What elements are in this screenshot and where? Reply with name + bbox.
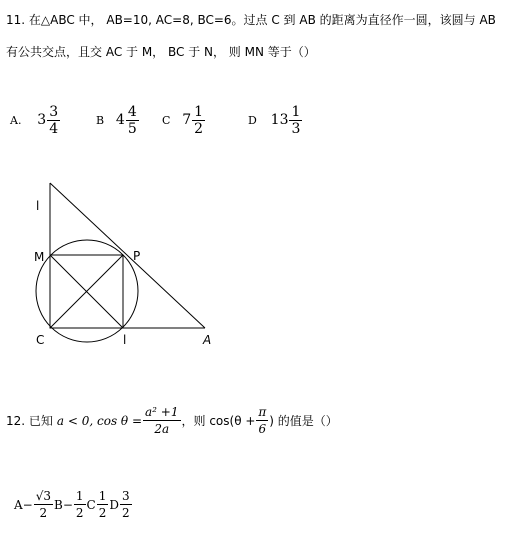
fraction-denominator: 4 [49,121,59,137]
q12-options [14,488,133,521]
fraction-denominator: 3 [291,121,301,137]
fraction-denominator: 2 [98,506,107,520]
fraction-numerator: 3 [122,489,130,503]
fraction-denominator: 2 [39,506,48,520]
q12-option-a-label: A [14,497,23,512]
fraction-numerator: √3 [35,489,52,503]
q12-option-a-fraction [34,488,53,521]
q12-pi-fraction [256,404,268,437]
q12-option-c-label: C [86,497,96,512]
fraction-denominator: 2 [122,506,130,520]
fraction-numerator: 3 [49,104,59,120]
q12-option-b-fraction [74,488,86,521]
figure-label-top: l [36,199,40,213]
q12-condition: a < 0, cos θ = [56,413,143,428]
fraction-denominator: 6 [258,422,267,436]
q12-option-b-label: B [54,497,63,512]
q12-cos-fraction [143,404,180,437]
fraction-numerator: π [258,405,267,419]
fraction-numerator: 4 [127,104,137,120]
figure-label-p: P [133,249,141,263]
q12-middle: ，则 cos(θ + [181,413,256,428]
q12-line [6,404,338,437]
fraction-numerator: 1 [194,104,204,120]
q12-option-c-fraction [97,488,109,521]
option-label: C [162,114,171,127]
q12-prefix: 12. 已知 [6,413,53,428]
option-label: B [96,114,105,127]
figure-label-m: M [34,250,45,264]
q12-option-d-label: D [109,497,119,512]
fraction-numerator: 1 [291,104,301,120]
option-whole: 7 [182,112,192,128]
q12-option-d-fraction [120,488,132,521]
option-label: D [248,114,257,127]
figure-label-c: C [36,333,45,347]
q11-line1: 11. 在△ABC 中， AB=10, AC=8, BC=6。过点 C 到 AB 的距离为直径作一圆，该圆与 AB [6,13,496,27]
fraction-numerator: 1 [98,489,107,503]
option-whole: 13 [270,112,289,128]
option-whole: 4 [115,112,125,128]
fraction-denominator: 2a [154,422,170,436]
q11-line2: 有公共交点，且交 AC 于 M， BC 于 N， 则 MN 等于（） [6,45,316,59]
figure-label-a: A [203,333,212,347]
figure-label-n: l [123,333,127,347]
fraction-numerator: a² +1 [145,405,179,419]
q12-suffix: ) 的值是（） [269,413,338,428]
option-label: A. [10,114,22,127]
fraction-denominator: 5 [127,121,137,137]
q12-option-b-sign: − [62,497,73,512]
option-whole: 3 [37,112,47,128]
fraction-numerator: 1 [75,489,84,503]
fraction-denominator: 2 [194,121,204,137]
q12-option-a-sign: − [22,497,33,512]
fraction-denominator: 2 [75,506,84,520]
